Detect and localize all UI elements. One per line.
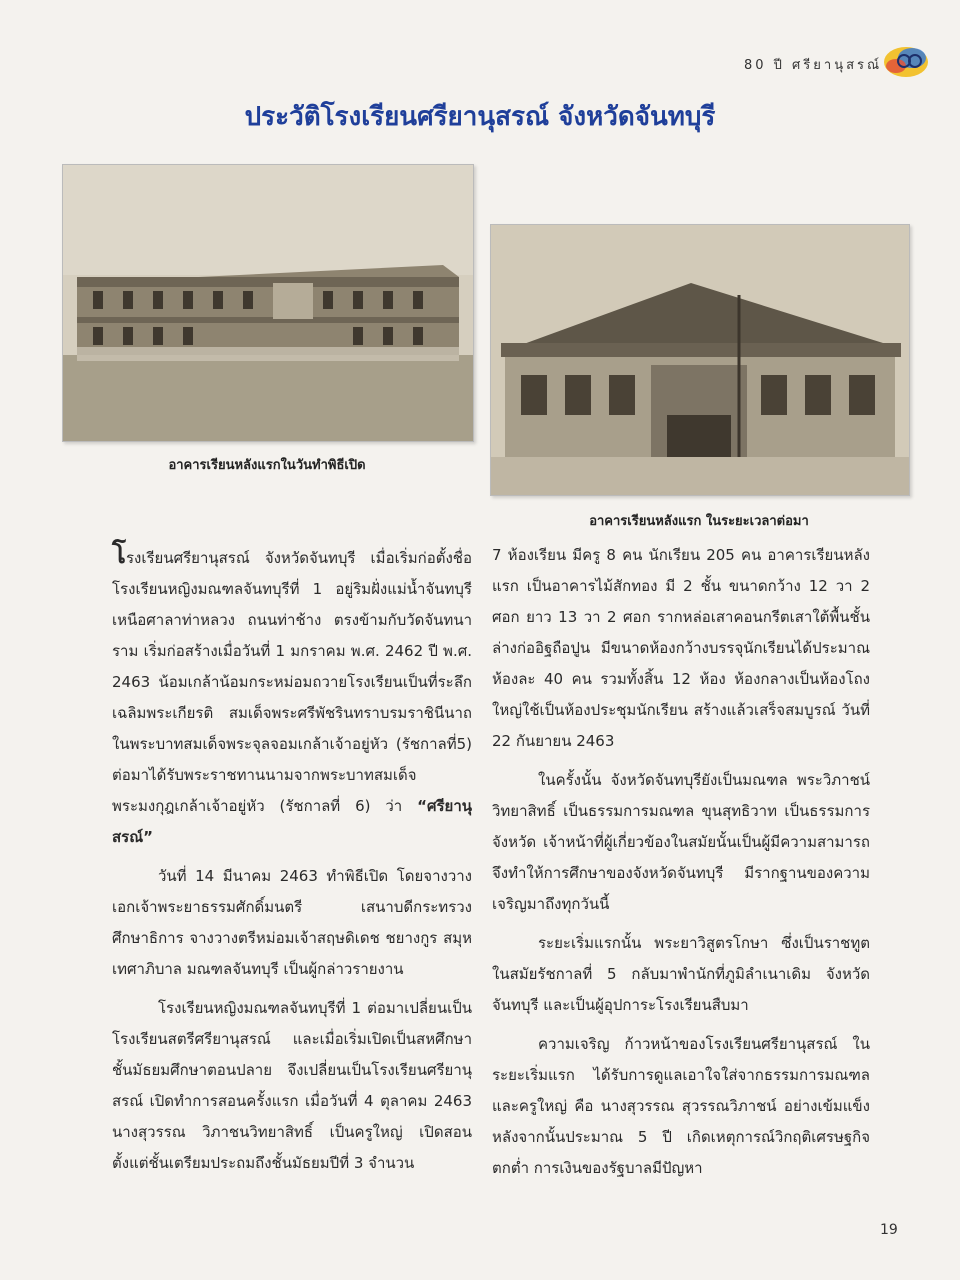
paragraph: ในครั้งนั้น จังหวัดจันทบุรียังเป็นมณฑล พระวิภาชน์วิทยาสิทธิ์ เป็นธรรมการมณฑล ขุนสุทธิวาท เป็นธรรมการจังหวัด เจ้าหน้าที่ผู้เกี่ยวข้องในสมัยนั้นเป็นผู้มีความสามารถจึงทำให้การศึกษาของจังหวัดจันทบุรี มีรากฐานของความเจริญมาถึงทุกวันนี้ xyxy=(492,771,870,913)
photo-first-building-opening xyxy=(62,164,474,442)
paragraph: ระยะเริ่มแรกนั้น พระยาวิสูตรโกษา ซึ่งเป็นราชทูตในสมัยรัชกาลที่ 5 กลับมาพำนักที่ภูมิลำเนาเดิม จังหวัดจันทบุรี และเป็นผู้อุปการะโรงเรียนสืบมา xyxy=(492,934,870,1014)
paragraph-text: รงเรียนศรียานุสรณ์ จังหวัดจันทบุรี เมื่อเริ่มก่อตั้งชื่อ โรงเรียนหญิงมณฑลจันทบุรีที่ 1 อยู่ริมฝั่งแม่น้ำจันทบุรี เหนือศาลาท่าหลวง ถนนท่าช้าง ตรงข้ามกับวัดจันทนาราม เริ่มก่อสร้างเมื่อวันที่ 1 มกราคม พ.ศ. 2462 ปี พ.ศ. 2463 น้อมเกล้าน้อมกระหม่อมถวายโรงเรียนเป็นที่ระลึกเฉลิมพระเกียรติ สมเด็จพระศรีพัชรินทราบรมราชินีนาถ ในพระบาทสมเด็จพระจุลจอมเกล้าเจ้าอยู่หัว (รัชกาลที่5) ต่อมาได้รับพระราชทานนามจากพระบาทสมเด็จพระมงกุฎเกล้าเจ้าอยู่หัว (รัชกาลที่ 6) ว่า xyxy=(112,549,472,815)
photo-caption: อาคารเรียนหลังแรก ในระยะเวลาต่อมา xyxy=(589,514,809,529)
page-number: 19 xyxy=(880,1222,898,1238)
photo-caption: อาคารเรียนหลังแรกในวันทำพิธีเปิด xyxy=(168,458,366,473)
paragraph xyxy=(112,540,472,853)
paragraph: ความเจริญ ก้าวหน้าของโรงเรียนศรียานุสรณ์ ในระยะเริ่มแรก ได้รับการดูแลเอาใจใส่จากธรรมการมณฑล และครูใหญ่ คือ นางสุวรรณ สุวรรณวิภาชน์ อย่างเข้มแข็ง หลังจากนั้นประมาณ 5 ปี เกิดเหตุการณ์วิกฤติเศรษฐกิจตกต่ำ การเงินของรัฐบาลมีปัญหา xyxy=(492,1035,870,1177)
paragraph: 7 ห้องเรียน มีครู 8 คน นักเรียน 205 คน อาคารเรียนหลังแรก เป็นอาคารไม้สักทอง มี 2 ชั้น ขนาดกว้าง 12 วา 2 ศอก ยาว 13 วา 2 ศอก รากหล่อเสาคอนกรีตเสาใต้พื้นชั้นล่างก่ออิฐถือปูน มีขนาดห้องกว้างบรรจุนักเรียนได้ประมาณห้องละ 40 คน รวมทั้งสิ้น 12 ห้อง ห้องกลางเป็นห้องโถงใหญ่ใช้เป็นห้องประชุมนักเรียน สร้างแล้วเสร็จสมบูรณ์ วันที่ 22 กันยายน 2463 xyxy=(492,546,870,750)
anniversary-logo-icon xyxy=(882,40,932,80)
running-header: 80 ปี ศรียานุสรณ์ xyxy=(744,58,883,73)
drop-cap: โ xyxy=(112,540,126,570)
photo-first-building-later xyxy=(490,224,910,496)
body-column-left xyxy=(112,540,472,1187)
page-title: ประวัติโรงเรียนศรียานุสรณ์ จังหวัดจันทบุรี xyxy=(244,102,716,132)
body-column-right xyxy=(492,540,870,1192)
paragraph: วันที่ 14 มีนาคม 2463 ทำพิธีเปิด โดยจางวางเอกเจ้าพระยาธรรมศักดิ์มนตรี เสนาบดีกระทรวงศึกษาธิการ จางวางตรีหม่อมเจ้าสฤษดิเดช ชยางกูร สมุหเทศาภิบาล มณฑลจันทบุรี เป็นผู้กล่าวรายงาน xyxy=(112,867,472,978)
school-name-emphasis: “ศรียานุสรณ์” xyxy=(112,797,472,846)
paragraph: โรงเรียนหญิงมณฑลจันทบุรีที่ 1 ต่อมาเปลี่ยนเป็นโรงเรียนสตรีศรียานุสรณ์ และเมื่อเริ่มเปิดเป็นสหศึกษา ชั้นมัธยมศึกษาตอนปลาย จึงเปลี่ยนเป็นโรงเรียนศรียานุสรณ์ เปิดทำการสอนครั้งแรก เมื่อวันที่ 4 ตุลาคม 2463 นางสุวรรณ วิภาชนวิทยาสิทธิ์ เป็นครูใหญ่ เปิดสอนตั้งแต่ชั้นเตรียมประถมถึงชั้นมัธยมปีที่ 3 จำนวน xyxy=(112,999,472,1172)
